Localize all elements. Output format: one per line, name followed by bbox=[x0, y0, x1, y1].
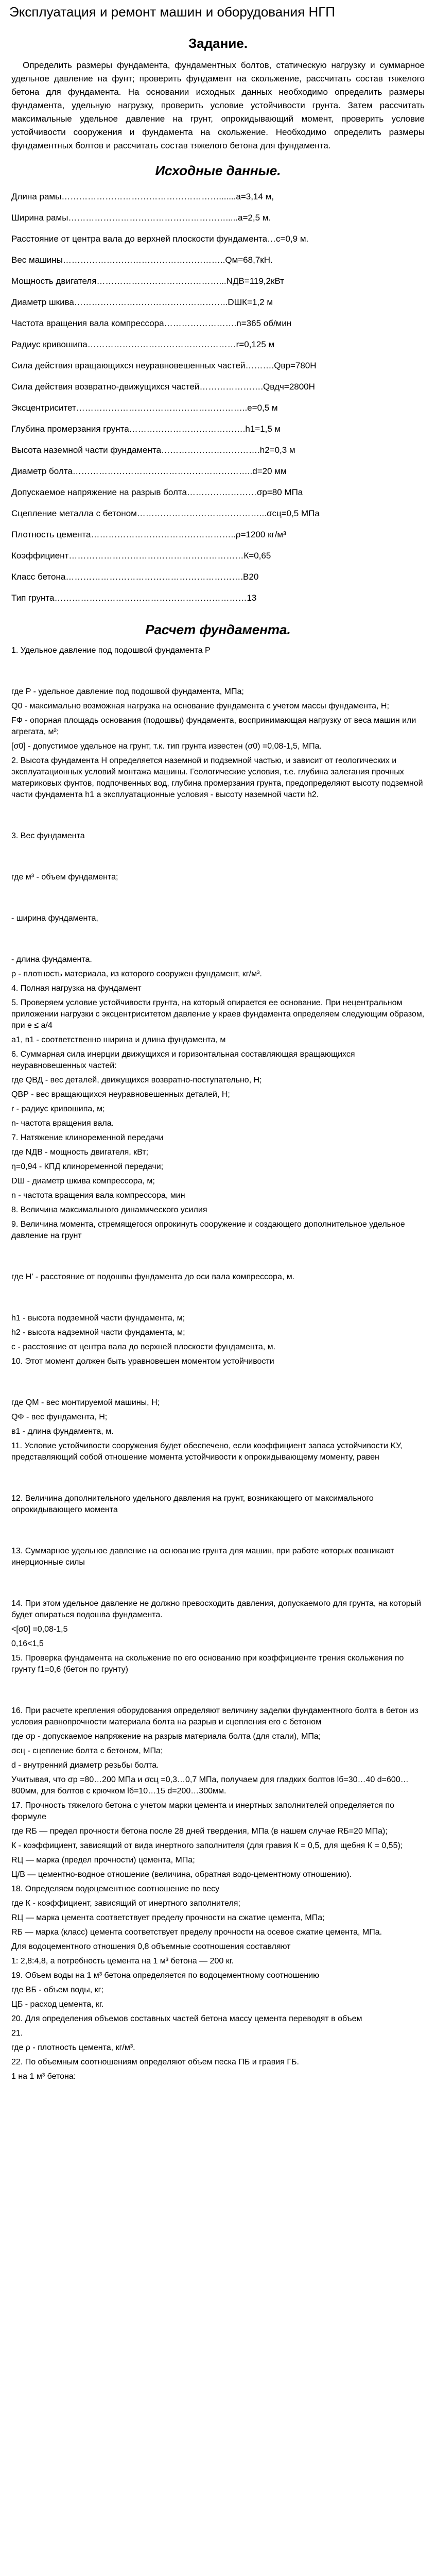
calc-line: Для водоцементного отношения 0,8 объемные соотношения составляют bbox=[11, 1942, 291, 1951]
initial-data-item: Плотность цемента…………………………………………..ρ=1200 кг/м³ bbox=[11, 530, 286, 539]
page-title: Эксплуатация и ремонт машин и оборудования НГП bbox=[9, 4, 335, 20]
calc-line: QВР - вес вращающихся неуравновешенных деталей, Н; bbox=[11, 1090, 230, 1099]
calc-line bbox=[11, 1242, 425, 1268]
initial-data-item: Высота наземной части фундамента…………………………….h2=0,3 м bbox=[11, 445, 295, 455]
calc-line: где К - коэффициент, зависящий от инертного заполнителя; bbox=[11, 1899, 240, 1908]
initial-data-item: Эксцентриситет…………………………………………………..е=0,5 м bbox=[11, 403, 278, 413]
calc-line: 6. Суммарная сила инерции движущихся и горизонтальная составляющая вращающихся неуравновешенных частей: bbox=[11, 1050, 355, 1070]
calculation-steps bbox=[0, 645, 436, 2082]
calc-line: 9. Величина момента, стремящегося опрокинуть сооружение и создающего дополнительное удельное давление на грунт bbox=[11, 1220, 405, 1240]
calc-line: n - частота вращения вала компрессора, мин bbox=[11, 1191, 185, 1200]
calc-line: где QМ - вес монтируемой машины, Н; bbox=[11, 1398, 160, 1407]
calc-line: h1 - высота подземной части фундамента, м; bbox=[11, 1314, 185, 1323]
calc-line: a1, в1 - соответственно ширина и длина фундамента, м bbox=[11, 1036, 226, 1044]
calc-line: 19. Объем воды на 1 м³ бетона определяется по водоцементному соотношению bbox=[11, 1971, 320, 1980]
calc-line bbox=[11, 1367, 425, 1394]
calc-line: RЦ — марка (предел прочности) цемента, МПа; bbox=[11, 1856, 195, 1865]
calc-line: 13. Суммарное удельное давление на основание грунта для машин, при работе которых возникают инерционные силы bbox=[11, 1547, 394, 1567]
initial-data-item: Расстояние от центра вала до верхней плоскости фундамента…c=0,9 м. bbox=[11, 234, 309, 244]
calc-line: n- частота вращения вала. bbox=[11, 1119, 114, 1128]
calc-line: QФ - вес фундамента, Н; bbox=[11, 1413, 108, 1421]
calc-line: 2. Высота фундамента H определяется наземной и подземной частью, и зависит от геологических и эксплуатационных условий монтажа машины. Геологические условия, т.е. глубина залегания прочных материковых фунтов, подпочвенных вод, глубина промерзания грунта, предопределяют высоту подземной части фундамента h1 а эксплуатационные условия - высоту наземной части h2. bbox=[11, 756, 423, 799]
calc-line: 18. Определяем водоцементное соотношение по весу bbox=[11, 1885, 220, 1893]
initial-data-item: Класс бетона…………………………………………………….B20 bbox=[11, 572, 259, 582]
calc-line bbox=[11, 1675, 425, 1702]
calc-heading: Расчет фундамента. bbox=[145, 622, 291, 637]
calc-line: 14. При этом удельное давление не должно превосходить давления, допускаемого для грунта, на который будет опираться подошва фундамента. bbox=[11, 1599, 422, 1619]
calc-line: в1 - длина фундамента, м. bbox=[11, 1427, 114, 1436]
initial-data-item: Тип грунта…………………………………………………………13 bbox=[11, 593, 257, 603]
initial-data-item: Радиус кривошипа……………………………………………r=0,125 м bbox=[11, 340, 275, 349]
calc-line bbox=[11, 656, 425, 683]
calc-line: DШ - диаметр шкива компрессора, м; bbox=[11, 1177, 155, 1185]
calc-line: где NДВ - мощность двигателя, кВт; bbox=[11, 1148, 149, 1157]
initial-data-item: Допускаемое напряжение на разрыв болта……………………σр=80 МПа bbox=[11, 487, 303, 497]
task-text: Определить размеры фундамента, фундаментных болтов, статическую нагрузку и суммарное удельное давление на фунт; проверить фундамент на скольжение, рассчитать состав тяжелого бетона для фундамента. На основании исходных данных необходимо определить размеры фундамента, удельную нагрузку, проверить условие устойчивости грунта. Затем рассчитать максимальные удельное давление на грунт, опрокидывающий момент, проверить условие устойчивости сооружения и фундамента на скольжение. Необходимо определить размеры фундаментных болтов и рассчитать состав тяжелого бетона для фундамента. bbox=[11, 60, 425, 150]
initial-data-item: Глубина промерзания грунта………………………………….h1=1,5 м bbox=[11, 424, 281, 434]
calc-line: 11. Условие устойчивости сооружения будет обеспечено, если коэффициент запаса устойчивости KУ, представляющий собой отношение момента устойчивости к опрокидывающему моменту, равен bbox=[11, 1442, 403, 1462]
calc-line: Q0 - максимально возможная нагрузка на основание фундамента с учетом массы фундамента, Н; bbox=[11, 702, 389, 710]
calc-line: 5. Проверяем условие устойчивости грунта, на который опирается ее основание. При нецентральном приложении нагрузки с эксцентриситетом давление у краев фундамента определяем следующим образом, при е ≤ a/4 bbox=[11, 998, 425, 1030]
calc-line: 7. Натяжение клиноременной передачи bbox=[11, 1133, 164, 1142]
calc-line: - ширина фундамента, bbox=[11, 914, 98, 923]
initial-data-item: Ширина рамы……………………………………………….....a=2,5 м. bbox=[11, 213, 271, 223]
initial-data-item: Сцепление металла с бетоном……………………………………...σсц=0,5 МПа bbox=[11, 509, 320, 518]
calc-line: h2 - высота надземной части фундамента, м; bbox=[11, 1328, 185, 1337]
calc-line: где P - удельное давление под подошвой фундамента, МПа; bbox=[11, 687, 244, 696]
calc-line bbox=[11, 883, 425, 910]
calc-line: 0,16<1,5 bbox=[11, 1639, 44, 1648]
initial-data-item: Частота вращения вала компрессора…………………….n=365 об/мин bbox=[11, 318, 292, 328]
initial-data-item: Вес машины………………………………………………..Qм=68,7кН. bbox=[11, 255, 273, 265]
initial-data-list bbox=[11, 186, 425, 608]
calc-line: ЦБ - расход цемента, кг. bbox=[11, 2000, 104, 2009]
calc-line: где H' - расстояние от подошвы фундамента до оси вала компрессора, м. bbox=[11, 1273, 295, 1281]
calc-line: 1 на 1 м³ бетона: bbox=[11, 2072, 76, 2081]
calc-line: FФ - опорная площадь основания (подошвы) фундамента, воспринимающая нагрузку от веса машин или агрегата, м²; bbox=[11, 716, 416, 736]
calc-line bbox=[11, 1463, 425, 1490]
initial-data-item: Длина рамы……………………………………………….......a=3,14 м, bbox=[11, 192, 274, 201]
calc-line bbox=[11, 801, 425, 827]
calc-line: 1: 2,8:4,8, а потребность цемента на 1 м³ бетона — 200 кг. bbox=[11, 1957, 234, 1965]
calc-line: RБ — марка (класс) цемента соответствует пределу прочности на осевое сжатие цемента, МПа. bbox=[11, 1928, 382, 1937]
calc-line: η=0,94 - КПД клиноременной передачи; bbox=[11, 1162, 164, 1171]
initial-data-item: Сила действия возвратно-движущихся частей………………….Qвдч=2800Н bbox=[11, 382, 315, 392]
task-heading: Задание. bbox=[188, 36, 248, 51]
calc-line: 22. По объемным соотношениям определяют объем песка ПБ и гравия ГБ. bbox=[11, 2058, 299, 2066]
calc-line: К - коэффициент, зависящий от вида инертного заполнителя (для гравия К = 0,5, для щебня К = 0,55); bbox=[11, 1841, 403, 1850]
calc-line: σсц - сцепление болта с бетоном, МПа; bbox=[11, 1747, 163, 1755]
calc-line: Ц/В — цементно-водное отношение (величина, обратная водо-цементному отношению). bbox=[11, 1870, 352, 1879]
calc-line: 20. Для определения объемов составных частей бетона массу цемента переводят в объем bbox=[11, 2014, 362, 2023]
initial-data-item: Диаметр шкива……………………………………………..DШК=1,2 м bbox=[11, 297, 273, 307]
calc-line: 12. Величина дополнительного удельного давления на грунт, возникающего от максимального опрокидывающего момента bbox=[11, 1494, 374, 1514]
calc-line: где RБ — предел прочности бетона после 28 дней твердения, МПа (в нашем случае RБ=20 МПа); bbox=[11, 1827, 388, 1836]
calc-line: [σ0] - допустимое удельное на грунт, т.к. тип грунта известен (σ0) =0,08-1,5, МПа. bbox=[11, 742, 322, 751]
calc-line: - длина фундамента. bbox=[11, 955, 92, 964]
calc-line bbox=[11, 842, 425, 869]
calc-line: 15. Проверка фундамента на скольжение по его основанию при коэффициенте трения скольжения по грунту f1=0,6 (бетон по грунту) bbox=[11, 1654, 404, 1674]
initial-data-item: Сила действия вращающихся неуравновешенных частей……….Qвр=780Н bbox=[11, 361, 317, 370]
initial-data-item: Диаметр болта……………………………………………………..d=20 мм bbox=[11, 466, 287, 476]
calc-line: где м³ - объем фундамента; bbox=[11, 873, 118, 882]
calc-line: 17. Прочность тяжелого бетона с учетом марки цемента и инертных заполнителей определяется по формуле bbox=[11, 1801, 394, 1821]
calc-line: 8. Величина максимального динамического усилия bbox=[11, 1206, 207, 1214]
calc-line: r - радиус кривошипа, м; bbox=[11, 1105, 105, 1113]
calc-line: где ρ - плотность цемента, кг/м³. bbox=[11, 2043, 135, 2052]
calc-line: где σр - допускаемое напряжение на разрыв материала болта (для стали), МПа; bbox=[11, 1732, 321, 1741]
calc-line: где ВБ - объем воды, кг; bbox=[11, 1986, 103, 1994]
calc-line: 16. При расчете крепления оборудования определяют величину заделки фундаментного болта в бетон из условия равнопрочности материала болта на разрыв и сцепления его с бетоном bbox=[11, 1706, 418, 1726]
calc-line: где QВД - вес деталей, движущихся возвратно-поступательно, Н; bbox=[11, 1076, 262, 1084]
calc-line: Учитывая, что σр =80…200 МПа и σсц =0,3…0,7 МПа, получаем для гладких болтов lб=30…40 d=600…800мм, для болтов с крючком lб=10…15 d=200…300мм. bbox=[11, 1775, 409, 1795]
calc-line: <[σ0] =0,08-1,5 bbox=[11, 1625, 68, 1634]
calc-line: 1. Удельное давление под подошвой фундамента P bbox=[11, 646, 211, 655]
calc-line bbox=[11, 924, 425, 951]
calc-line bbox=[11, 1516, 425, 1543]
calc-line bbox=[11, 1568, 425, 1595]
calc-line bbox=[11, 1283, 425, 1310]
calc-line: ρ - плотность материала, из которого сооружен фундамент, кг/м³. bbox=[11, 970, 262, 978]
initial-data-item: Коэффициент……………………………………………………К=0,65 bbox=[11, 551, 271, 561]
calc-line: RЦ — марка цемента соответствует пределу прочности на сжатие цемента, МПа; bbox=[11, 1913, 325, 1922]
calc-line: d - внутренний диаметр резьбы болта. bbox=[11, 1761, 159, 1770]
initial-data-item: Мощность двигателя……………………………………...NДВ=119,2кВт bbox=[11, 276, 284, 286]
calc-line: c - расстояние от центра вала до верхней плоскости фундамента, м. bbox=[11, 1343, 276, 1351]
calc-line: 4. Полная нагрузка на фундамент bbox=[11, 984, 142, 993]
calc-line: 21. bbox=[11, 2029, 23, 2038]
initial-data-heading: Исходные данные. bbox=[155, 163, 281, 178]
calc-line: 10. Этот момент должен быть уравновешен моментом устойчивости bbox=[11, 1357, 274, 1366]
calc-line: 3. Вес фундамента bbox=[11, 832, 85, 840]
